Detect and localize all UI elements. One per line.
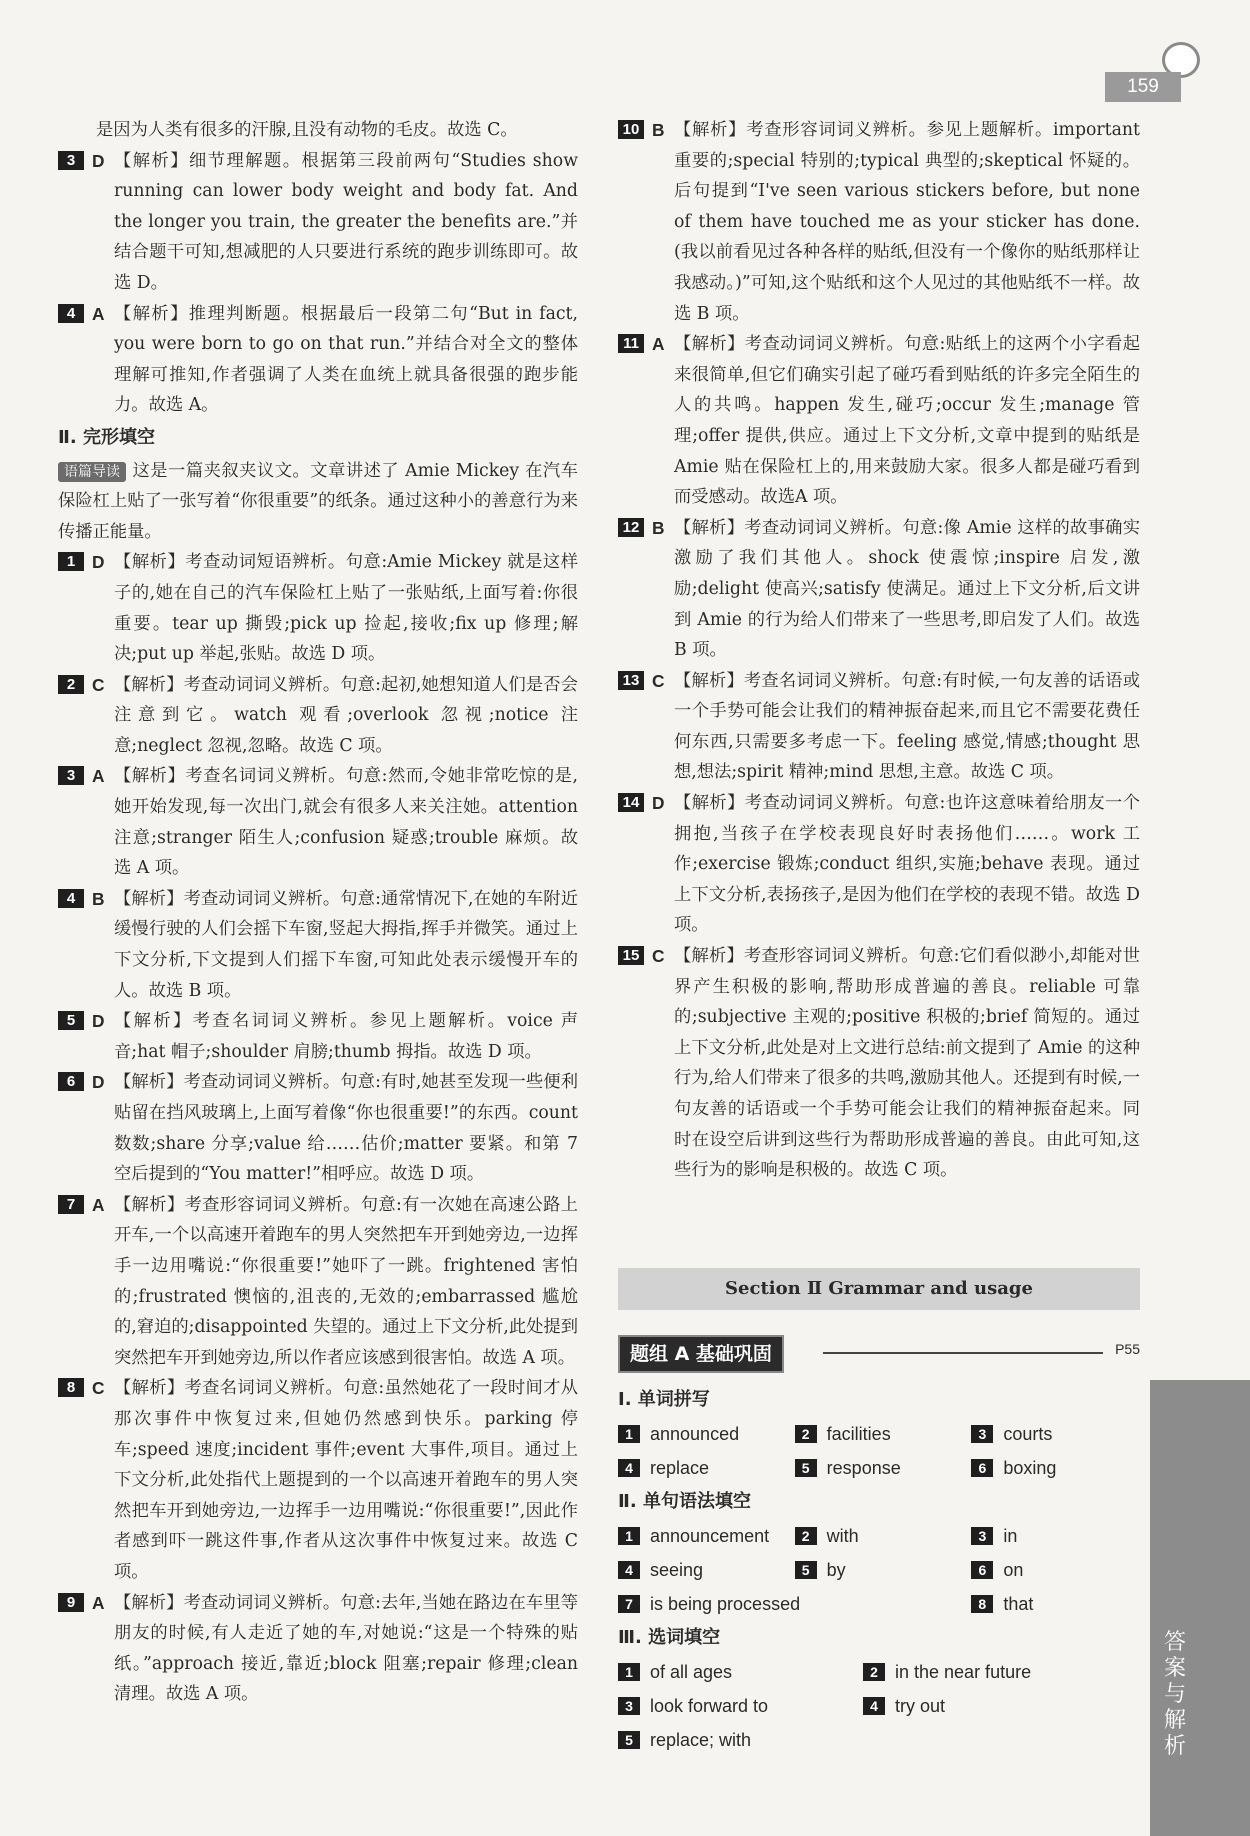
item-explanation: 【解析】考查动词词义辨析。句意:通常情况下,在她的车附近缓慢行驶的人们会摇下车窗,竖起大拇指,挥手并微笑。通过上下文分析,下文提到人们摇下车窗,可知此处表示缓慢开车的人。故选 B 项。 — [114, 888, 578, 1001]
item-number: 2 — [58, 675, 84, 694]
vocab-word: replace — [650, 1458, 710, 1478]
vocab-cell — [795, 1417, 972, 1451]
item-answer: A — [92, 1592, 105, 1613]
vocab-number: 1 — [618, 1663, 640, 1681]
item-answer: D — [92, 150, 105, 171]
vocab-word: boxing — [1003, 1458, 1057, 1478]
guide-text: 这是一篇夹叙夹议文。文章讲述了 Amie Mickey 在汽车保险杠上贴了一张写着“你很重要”的纸条。通过这种小的善意行为来传播正能量。 — [58, 460, 578, 542]
group-divider — [823, 1352, 1103, 1354]
vocab-number: 7 — [618, 1595, 640, 1613]
item-number: 6 — [58, 1072, 84, 1091]
item-number: 12 — [618, 518, 644, 537]
vocab-row — [618, 1723, 1148, 1757]
item-explanation: 【解析】考查动词词义辨析。句意:贴纸上的这两个小字看起来很简单,但它们确实引起了碰巧看到贴纸的许多完全陌生的人的共鸣。happen 发生,碰巧;occur 发生;manage 管理;offer 提供,供应。通过上下文分析,文章中提到的贴纸是 Amie 贴在保险杠上的,用来鼓励大家。很多人都是碰巧看到而受感动。故选A 项。 — [674, 334, 1140, 508]
answer-item — [58, 547, 578, 669]
left-column — [58, 115, 578, 1710]
item-explanation: 【解析】细节理解题。根据第三段前两句“Studies show running can lower body weight and body fat. And the longer you train, the greater the benefits are.”并结合题干可知,想减肥的人只要进行系统的跑步训练即可。故选 D。 — [114, 150, 578, 293]
item-explanation: 【解析】考查动词词义辨析。句意:起初,她想知道人们是否会注意到它。watch 观看;overlook 忽视;notice 注意;neglect 忽视,忽略。故选 C 项。 — [114, 674, 578, 756]
group-header — [618, 1335, 1140, 1371]
item-number: 9 — [58, 1593, 84, 1612]
item-number: 14 — [618, 793, 644, 812]
item-explanation: 【解析】考查名词词义辨析。句意:有时候,一句友善的话语或一个手势可能会让我们的精神振奋起来,而且它不需要花费任何东西,只需要多考虑一下。feeling 感觉,情感;thought 思想,想法;spirit 精神;mind 思想,主意。故选 C 项。 — [674, 670, 1140, 783]
vocab-number: 4 — [863, 1697, 885, 1715]
vocab-answers — [618, 1383, 1148, 1757]
answer-item — [58, 761, 578, 883]
vocab-word: announced — [650, 1424, 740, 1444]
item-answer: B — [652, 120, 665, 140]
answer-item — [618, 788, 1140, 941]
passage-guide — [58, 456, 578, 548]
vocab-word: announcement — [650, 1526, 770, 1546]
vocab-word: that — [1003, 1594, 1034, 1614]
item-number: 10 — [618, 120, 644, 139]
vocab-cell — [618, 1723, 863, 1757]
item-answer: B — [92, 888, 105, 909]
item-answer: C — [92, 1378, 105, 1399]
item-number: 3 — [58, 766, 84, 785]
answer-item — [58, 146, 578, 299]
item-explanation: 【解析】考查动词词义辨析。句意:有时,她甚至发现一些便利贴留在挡风玻璃上,上面写着像“你也很重要!”的东西。count 数数;share 分享;value 给……估价;matter 要紧。和第 7 空后提到的“You matter!”相呼应。故选 D 项。 — [114, 1072, 578, 1185]
answer-item — [618, 666, 1140, 788]
vocab-cell — [618, 1553, 795, 1587]
vocab-cell — [618, 1417, 795, 1451]
answer-item — [58, 299, 578, 421]
guide-tag: 语篇导读 — [58, 462, 126, 482]
right-column — [618, 115, 1140, 1186]
answer-item — [618, 513, 1140, 666]
vocab-word: facilities — [826, 1424, 891, 1444]
vocab-word: in the near future — [895, 1662, 1032, 1682]
item-number: 1 — [58, 552, 84, 571]
vocab-number: 2 — [795, 1425, 817, 1443]
vocab-number: 3 — [971, 1527, 993, 1545]
answer-item — [618, 329, 1140, 513]
vocab-word: is being processed — [650, 1594, 801, 1614]
item-answer: A — [92, 766, 105, 787]
vocab-row — [618, 1689, 1148, 1723]
answer-item — [58, 670, 578, 762]
item-explanation: 【解析】考查动词词义辨析。句意:去年,当她在路边在车里等朋友的时候,有人走近了她的车,对她说:“这是一个特殊的贴纸。”approach 接近,靠近;block 阻塞;repair 修理;clean 清理。故选 A 项。 — [114, 1592, 578, 1705]
vocab-cell — [971, 1587, 1148, 1621]
group-tag: 题组 A 基础巩固 — [618, 1335, 784, 1373]
item-explanation: 【解析】考查动词短语辨析。句意:Amie Mickey 就是这样子的,她在自己的汽车保险杠上贴了一张贴纸,上面写着:你很重要。tear up 撕毁;pick up 捡起,接收;fix up 修理;解决;put up 举起,张贴。故选 D 项。 — [114, 552, 578, 665]
vocab-number: 5 — [795, 1459, 817, 1477]
vocab-cell — [863, 1655, 1108, 1689]
vocab-row — [618, 1587, 1148, 1621]
item-answer: C — [652, 946, 665, 967]
item-number: 5 — [58, 1011, 84, 1030]
vocab-heading: Ⅲ. 选词填空 — [618, 1627, 721, 1648]
vocab-row — [618, 1519, 1148, 1553]
vocab-cell — [795, 1519, 972, 1553]
vocab-number: 2 — [795, 1527, 817, 1545]
vocab-cell — [971, 1451, 1148, 1485]
vocab-number: 5 — [618, 1731, 640, 1749]
item-number: 8 — [58, 1378, 84, 1397]
left-continuation: 是因为人类有很多的汗腺,且没有动物的毛皮。故选 C。 — [96, 120, 518, 140]
vocab-cell — [618, 1587, 971, 1621]
item-answer: D — [92, 1011, 105, 1032]
vocab-number: 3 — [618, 1697, 640, 1715]
item-explanation: 【解析】考查名词词义辨析。参见上题解析。voice 声音;hat 帽子;shoulder 肩膀;thumb 拇指。故选 D 项。 — [114, 1011, 578, 1062]
answer-item — [58, 1588, 578, 1710]
vocab-word: response — [826, 1458, 901, 1478]
vocab-cell — [618, 1519, 795, 1553]
answer-item — [58, 1373, 578, 1587]
vocab-word: courts — [1003, 1424, 1053, 1444]
item-explanation: 【解析】考查动词词义辨析。句意:也许这意味着给朋友一个拥抱,当孩子在学校表现良好时表扬他们……。work 工作;exercise 锻炼;conduct 组织,实施;behave 表现。通过上下文分析,表扬孩子,是因为他们在学校的表现不错。故选 D 项。 — [674, 793, 1140, 936]
item-number: 4 — [58, 304, 84, 323]
vocab-cell — [863, 1689, 1108, 1723]
item-answer: A — [92, 303, 105, 324]
answer-item — [58, 1067, 578, 1189]
vocab-number: 3 — [971, 1425, 993, 1443]
vocab-cell — [971, 1519, 1148, 1553]
item-explanation: 【解析】考查动词词义辨析。句意:像 Amie 这样的故事确实激励了我们其他人。shock 使震惊;inspire 启发,激励;delight 使高兴;satisfy 使满足。通过上下文分析,后文讲到 Amie 的行为给人们带来了一些思考,即启发了人们。故选 B 项。 — [674, 517, 1140, 661]
item-answer: C — [652, 670, 665, 691]
side-tab — [1150, 1380, 1250, 1836]
vocab-number: 6 — [971, 1459, 993, 1477]
vocab-word: of all ages — [650, 1662, 733, 1682]
vocab-cell — [618, 1655, 863, 1689]
item-number: 4 — [58, 889, 84, 908]
vocab-number: 1 — [618, 1527, 640, 1545]
section-heading: Ⅱ. 完形填空 — [58, 426, 155, 448]
vocab-number: 8 — [971, 1595, 993, 1613]
vocab-word: by — [826, 1560, 846, 1580]
vocab-row — [618, 1553, 1148, 1587]
vocab-number: 6 — [971, 1561, 993, 1579]
vocab-number: 1 — [618, 1425, 640, 1443]
vocab-row — [618, 1451, 1148, 1485]
vocab-number: 4 — [618, 1459, 640, 1477]
vocab-cell — [795, 1451, 972, 1485]
item-number: 7 — [58, 1195, 84, 1214]
item-number: 3 — [58, 151, 84, 170]
item-answer: D — [652, 793, 665, 814]
vocab-number: 2 — [863, 1663, 885, 1681]
vocab-word: in — [1003, 1526, 1018, 1546]
item-answer: A — [92, 1194, 105, 1215]
vocab-word: with — [826, 1526, 859, 1546]
vocab-cell — [618, 1451, 795, 1485]
vocab-cell — [618, 1689, 863, 1723]
item-explanation: 【解析】考查形容词词义辨析。句意:有一次她在高速公路上开车,一个以高速开着跑车的男人突然把车开到她旁边,一边挥手一边用嘴说:“你很重要!”她吓了一跳。frightened 害怕的;frustrated 懊恼的,沮丧的,无效的;embarrassed 尴尬的,窘迫的;disappointed 失望的。通过上下文分析,此处提到突然把车开到她旁边,所以作者应该感到很害怕。故选 A 项。 — [114, 1194, 578, 1368]
vocab-word: seeing — [650, 1560, 704, 1580]
group-page-ref: P55 — [1115, 1341, 1140, 1357]
item-answer: D — [92, 552, 105, 573]
page-number: 159 — [1105, 72, 1181, 102]
item-explanation: 【解析】考查形容词词义辨析。参见上题解析。important 重要的;special 特别的;typical 典型的;skeptical 怀疑的。后句提到“I've seen various stickers before, but none of them have touched me as your sticker has done.(我以前看见过各种各样的贴纸,但没有一个像你的贴纸那样让我感动。)”可知,这个贴纸和这个人见过的其他贴纸不一样。故选 B 项。 — [674, 120, 1140, 324]
vocab-word: on — [1003, 1560, 1024, 1580]
answer-item — [618, 941, 1140, 1186]
vocab-word: look forward to — [650, 1696, 769, 1716]
item-explanation: 【解析】推理判断题。根据最后一段第二句“But in fact, you were born to go on that run.”并结合对全文的整体理解可推知,作者强调了人类在血统上就具备很强的跑步能力。故选 A。 — [114, 303, 578, 416]
item-answer: C — [92, 674, 105, 695]
vocab-word: try out — [895, 1696, 946, 1716]
vocab-number: 5 — [795, 1561, 817, 1579]
item-answer: D — [92, 1072, 105, 1093]
item-explanation: 【解析】考查名词词义辨析。句意:然而,令她非常吃惊的是,她开始发现,每一次出门,就会有很多人来关注她。attention 注意;stranger 陌生人;confusion 疑惑;trouble 麻烦。故选 A 项。 — [114, 766, 578, 879]
vocab-word: replace; with — [650, 1730, 752, 1750]
item-explanation: 【解析】考查形容词词义辨析。句意:它们看似渺小,却能对世界产生积极的影响,帮助形成普遍的善良。reliable 可靠的;subjective 主观的;positive 积极的;brief 简短的。通过上下文分析,此处是对上文进行总结:前文提到了 Amie 的这种行为,给人们带来了很多的共鸣,激励其他人。还提到有时候,一句友善的话语或一个手势可能会让我们的精神振奋起来。同时在设空后讲到这些行为帮助形成普遍的善良。由此可知,这些行为的影响是积极的。故选 C 项。 — [674, 946, 1140, 1181]
item-answer: A — [652, 334, 665, 355]
vocab-number: 4 — [618, 1561, 640, 1579]
answer-item — [58, 884, 578, 1006]
item-number: 13 — [618, 671, 644, 690]
side-tab-label: 答案与解析 — [1163, 1630, 1186, 1759]
vocab-heading: Ⅱ. 单句语法填空 — [618, 1491, 751, 1512]
item-explanation: 【解析】考查名词词义辨析。句意:虽然她花了一段时间才从那次事件中恢复过来,但她仍然感到快乐。parking 停车;speed 速度;incident 事件;event 大事件,项目。通过上下文分析,此处指代上题提到的一个以高速开着跑车的男人突然把车开到她旁边,一边挥手一边用嘴说:“你很重要!”,因此作者感到吓一跳这件事,作者从这次事件中恢复过来。故选 C 项。 — [114, 1378, 578, 1582]
answer-item — [618, 115, 1140, 329]
answer-item — [58, 1006, 578, 1067]
vocab-cell — [971, 1417, 1148, 1451]
item-answer: B — [652, 517, 665, 538]
answer-item — [58, 1190, 578, 1374]
vocab-cell — [971, 1553, 1148, 1587]
vocab-row — [618, 1417, 1148, 1451]
vocab-heading: Ⅰ. 单词拼写 — [618, 1389, 710, 1410]
item-number: 11 — [618, 334, 644, 353]
grammar-section-bar: Section Ⅱ Grammar and usage — [618, 1268, 1140, 1310]
vocab-cell — [795, 1553, 972, 1587]
item-number: 15 — [618, 946, 644, 965]
vocab-row — [618, 1655, 1148, 1689]
